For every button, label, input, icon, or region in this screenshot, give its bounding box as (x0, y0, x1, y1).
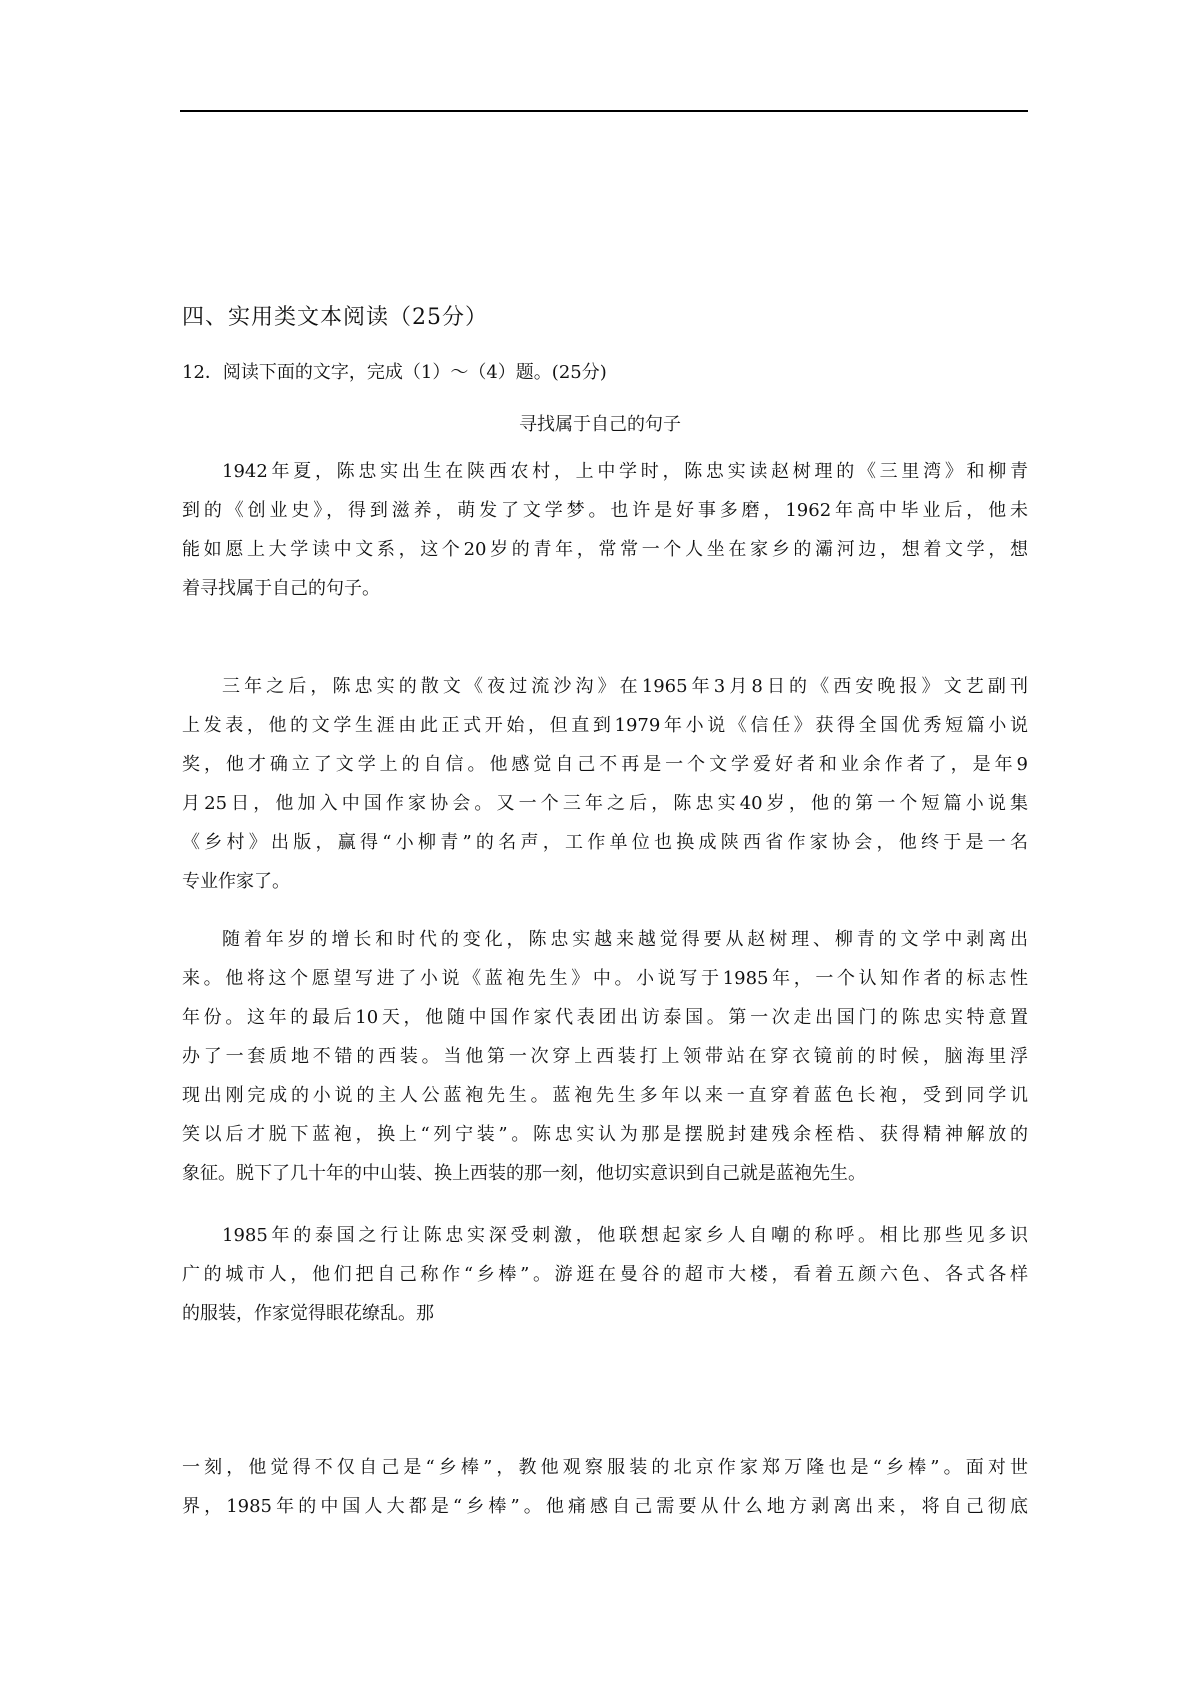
text-line: 专业作家了。 (182, 871, 290, 892)
text-line: 办了一套质地不错的西装。当他第一次穿上西装打上领带站在穿衣镜前的时候，脑海里浮 (182, 1046, 1028, 1067)
text-line: 月25日，他加入中国作家协会。又一个三年之后，陈忠实40岁，他的第一个短篇小说集 (182, 793, 1028, 814)
paragraph-continuation (182, 1448, 1028, 1526)
paragraph-4 (182, 1216, 1028, 1333)
text-line: 三年之后，陈忠实的散文《夜过流沙沟》在1965年3月8日的《西安晚报》文艺副刊 (222, 676, 1028, 697)
text-line: 1942年夏，陈忠实出生在陕西农村，上中学时，陈忠实读赵树理的《三里湾》和柳青 (222, 461, 1028, 482)
text-line: 着寻找属于自己的句子。 (182, 578, 380, 599)
text-line: 象征。脱下了几十年的中山装、换上西装的那一刻，他切实意识到自己就是蓝袍先生。 (182, 1163, 866, 1184)
paragraph-1 (182, 452, 1028, 608)
paragraph-3 (182, 920, 1028, 1193)
text-line: 界，1985年的中国人大都是“乡棒”。他痛感自己需要从什么地方剥离出来，将自己彻底 (182, 1496, 1028, 1517)
text-line: 现出刚完成的小说的主人公蓝袍先生。蓝袍先生多年以来一直穿着蓝色长袍，受到同学讥 (182, 1085, 1028, 1106)
text-line: 一刻，他觉得不仅自己是“乡棒”，教他观察服装的北京作家郑万隆也是“乡棒”。面对世 (182, 1457, 1028, 1478)
section-heading: 四、实用类文本阅读（25分） (182, 305, 488, 330)
text-line: 《乡村》出版，赢得“小柳青”的名声，工作单位也换成陕西省作家协会，他终于是一名 (182, 832, 1028, 853)
text-line: 到的《创业史》，得到滋养，萌发了文学梦。也许是好事多磨，1962年高中毕业后，他未 (182, 500, 1028, 521)
text-line: 广的城市人，他们把自己称作“乡棒”。游逛在曼谷的超市大楼，看着五颜六色、各式各样 (182, 1264, 1028, 1285)
text-line: 随着年岁的增长和时代的变化，陈忠实越来越觉得要从赵树理、柳青的文学中剥离出 (222, 929, 1028, 950)
text-line: 1985年的泰国之行让陈忠实深受刺激，他联想起家乡人自嘲的称呼。相比那些见多识 (222, 1225, 1028, 1246)
text-line: 笑以后才脱下蓝袍，换上“列宁装”。陈忠实认为那是摆脱封建残余桎梏、获得精神解放的 (182, 1124, 1028, 1145)
paragraph-2 (182, 667, 1028, 901)
text-line: 能如愿上大学读中文系，这个20岁的青年，常常一个人坐在家乡的灞河边，想着文学，想 (182, 539, 1028, 560)
question-prompt: 12．阅读下面的文字，完成（1）～（4）题。(25分) (182, 362, 607, 383)
text-line: 年份。这年的最后10天，他随中国作家代表团出访泰国。第一次走出国门的陈忠实特意置 (182, 1007, 1028, 1028)
article-title: 寻找属于自己的句子 (519, 414, 681, 435)
text-line: 奖，他才确立了文学上的自信。他感觉自己不再是一个文学爱好者和业余作者了，是年9 (182, 754, 1028, 775)
text-line: 的服装，作家觉得眼花缭乱。那 (182, 1303, 434, 1324)
text-line: 上发表，他的文学生涯由此正式开始，但直到1979年小说《信任》获得全国优秀短篇小说 (182, 715, 1028, 736)
header-rule (180, 110, 1028, 112)
text-line: 来。他将这个愿望写进了小说《蓝袍先生》中。小说写于1985年，一个认知作者的标志性 (182, 968, 1028, 989)
